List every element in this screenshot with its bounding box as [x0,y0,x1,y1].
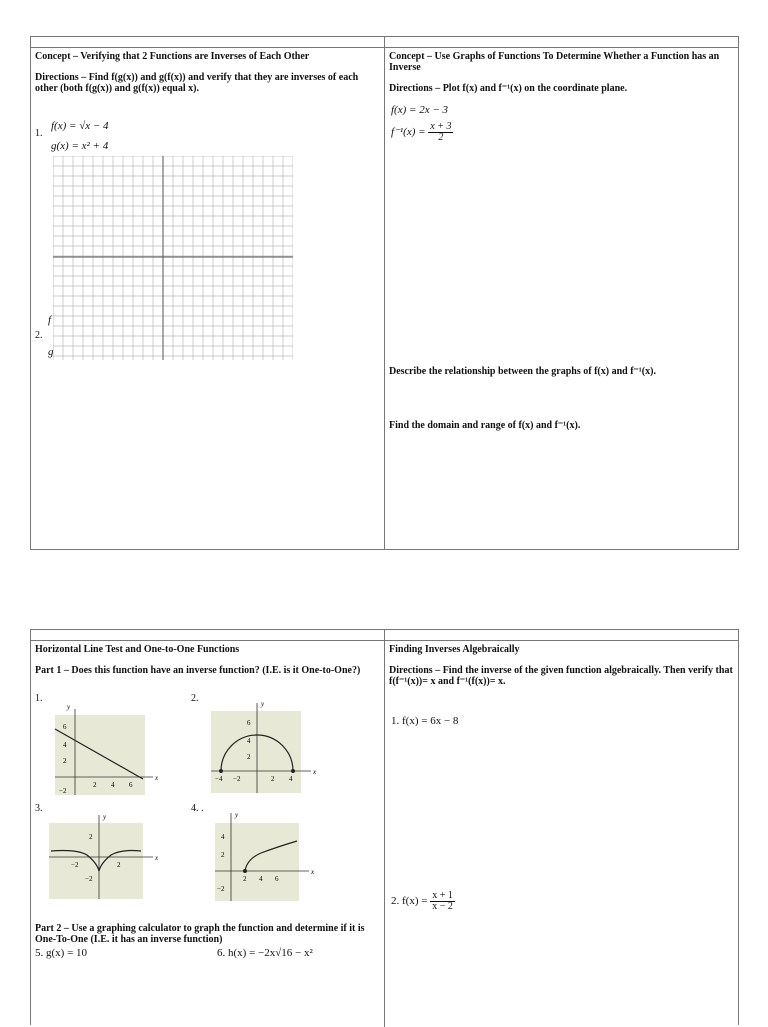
question-5: 5. g(x) = 10 [35,947,88,959]
graph-cusp-curve [47,809,177,905]
graph-label-3: 3. [35,803,43,814]
x-tick: 4 [289,775,293,783]
function-g-label: g [48,346,54,358]
function-f: f(x) = 2x − 3 [391,104,448,116]
concept-heading: Concept – Use Graphs of Functions To Determine Whether a Function has an Inverse [389,51,720,73]
directions-text: Directions – Plot f(x) and f⁻¹(x) on the coordinate plane. [389,83,628,94]
bottom-worksheet-table [30,629,739,1025]
x-axis-label: x [311,868,315,876]
fraction-numerator: x + 3 [430,121,452,132]
fraction-numerator: x + 1 [432,890,453,901]
x-axis-label: x [313,768,317,776]
y-axis-label: y [235,811,239,819]
graph-semicircle [207,699,337,799]
inverse-fraction [428,122,453,143]
concept-heading: Concept – Verifying that 2 Functions are Inverses of Each Other [35,51,310,62]
y-axis-label: y [103,813,107,821]
domain-prompt: Find the domain and range of f(x) and f⁻¹(x). [389,420,581,431]
x-tick: 4 [259,875,263,883]
inverse-verify-cell [31,48,385,550]
fraction-denominator: 2 [438,132,444,143]
function-f-label: f [48,314,52,326]
y-tick: 2 [89,833,93,841]
function-g: g(x) = x² + 4 [51,140,109,152]
y-tick: −2 [85,875,93,883]
y-tick: 6 [247,719,251,727]
y-tick: 6 [63,723,67,731]
inverse-lhs: f⁻¹(x) = [391,126,426,139]
x-tick: −4 [215,775,223,783]
x-axis-label: x [155,854,159,862]
inverse-function [391,122,453,143]
y-tick: 4 [63,741,67,749]
y-axis-label: y [67,703,71,711]
x-tick: 2 [117,861,121,869]
x-tick: 6 [275,875,279,883]
graph-label-1: 1. [35,693,43,704]
part1-prompt: Part 1 – Does this function have an inverse function? (I.E. is it One-to-One?) [35,665,361,676]
fraction-denominator: x − 2 [432,901,453,912]
question-2-fraction [430,891,455,912]
question-2-lhs: 2. f(x) = [391,895,428,908]
function-f: f(x) = √x − 4 [51,120,109,132]
y-axis-label: y [261,700,265,708]
graph-decreasing-line [47,701,177,797]
y-tick: 2 [63,757,67,765]
graph-label-2: 2. [191,693,199,704]
y-tick: 2 [247,753,251,761]
graph-sqrt-curve [207,807,337,907]
coordinate-grid [53,156,293,360]
problem-number-2: 2. [35,330,43,341]
x-tick: 2 [271,775,275,783]
question-6: 6. h(x) = −2x√16 − x² [217,947,313,959]
y-tick: −2 [59,787,67,795]
x-tick: 4 [111,781,115,789]
directions-text: Directions – Find the inverse of the given function algebraically. Then verify that f(f⁻¹(x))= x and f⁻¹(f(x))= x. [389,665,733,687]
x-axis-label: x [155,774,159,782]
horizontal-line-test-cell [31,641,385,1027]
directions-text: Directions – Find f(g(x)) and g(f(x)) and verify that they are inverses of each other (both f(g(x)) and g(f(x)) equal x). [35,72,359,94]
question-2 [391,891,455,912]
x-tick: −2 [71,861,79,869]
x-tick: −2 [233,775,241,783]
algebraic-inverse-cell [385,641,738,1027]
graph-label-4: 4. . [191,803,204,814]
top-worksheet-table [30,36,739,550]
describe-prompt: Describe the relationship between the graphs of f(x) and f⁻¹(x). [389,366,656,377]
question-1: 1. f(x) = 6x − 8 [391,715,459,727]
y-tick: 4 [221,833,225,841]
graph-inverse-cell [385,48,738,550]
section-title: Horizontal Line Test and One-to-One Functions [35,644,240,655]
part2-prompt: Part 2 – Use a graphing calculator to graph the function and determine if it is One-To-One (I.E. it has an inverse function) [35,923,365,945]
section-title: Finding Inverses Algebraically [389,644,520,655]
x-tick: 6 [129,781,133,789]
x-tick: 2 [243,875,247,883]
y-tick: 4 [247,737,251,745]
problem-number: 1. [35,128,43,139]
x-tick: 2 [93,781,97,789]
y-tick: 2 [221,851,225,859]
y-tick: −2 [217,885,225,893]
